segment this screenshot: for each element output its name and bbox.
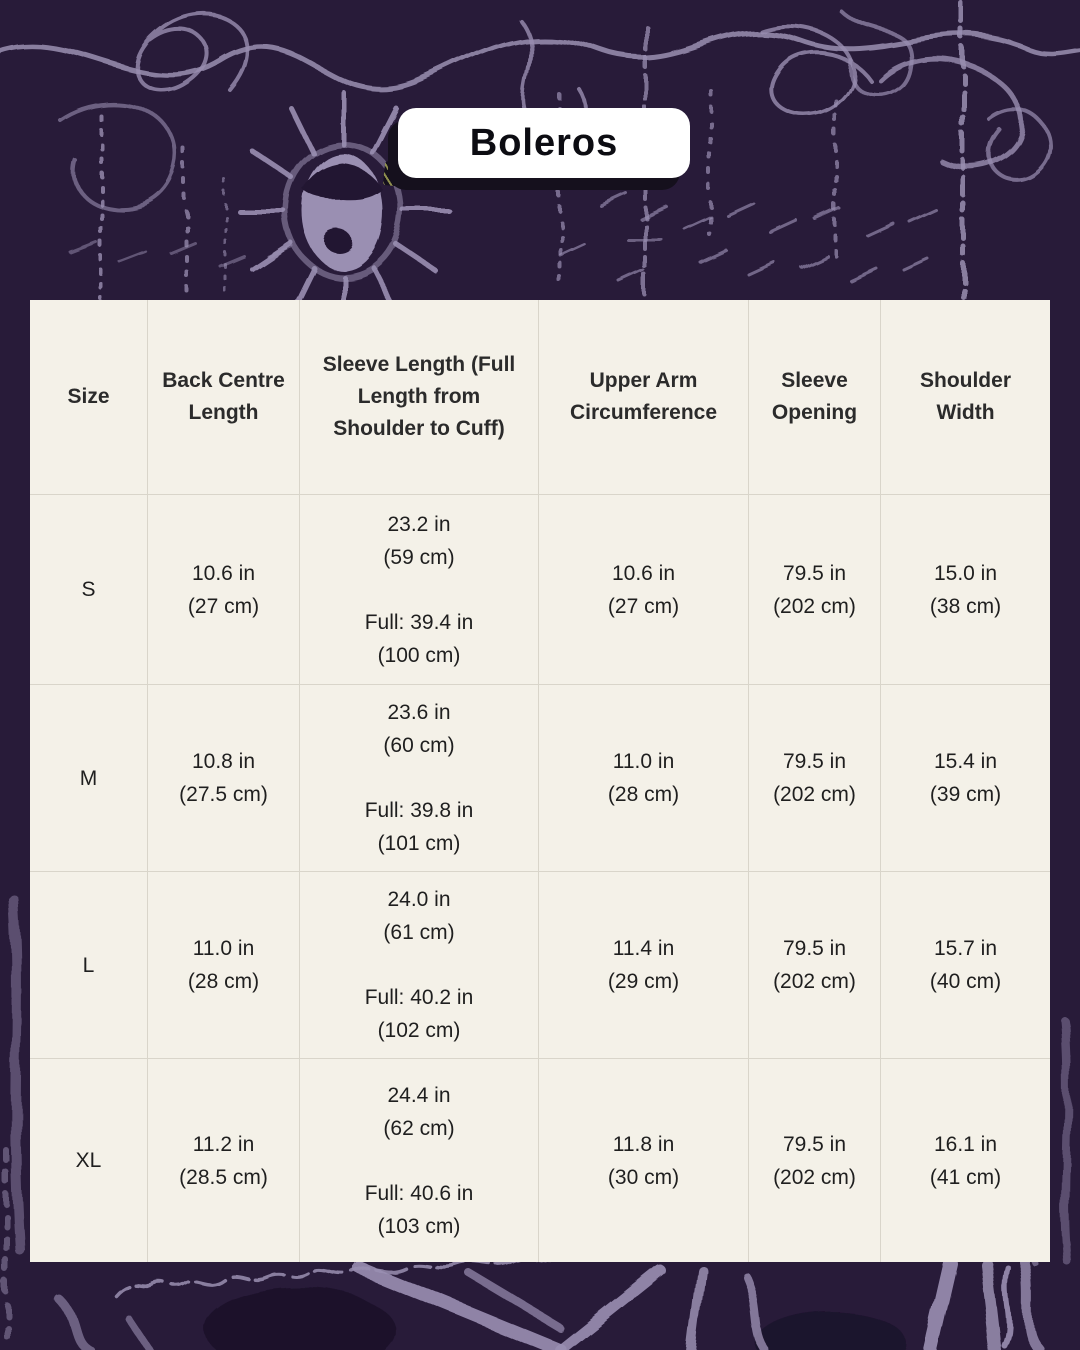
cell-l-back-centre xyxy=(148,872,299,1058)
value-in: 24.0 in xyxy=(387,888,451,911)
value-cm: (27 cm) xyxy=(187,594,260,618)
size-label-s: S xyxy=(30,495,147,684)
value-full-in: Full: 39.8 in xyxy=(364,799,474,822)
cell-m-shoulder-width xyxy=(881,685,1050,871)
value-cm: (202 cm) xyxy=(773,970,856,993)
col-header-sleeve-length: Sleeve Length (Full Length from Shoulder to Cuff) xyxy=(300,300,538,494)
value-in: 79.5 in xyxy=(782,561,847,585)
cell-l-upper-arm xyxy=(539,872,748,1058)
value-cm: (29 cm) xyxy=(607,970,680,993)
value-cm: (40 cm) xyxy=(929,970,1002,993)
value-cm: (28 cm) xyxy=(187,970,260,993)
size-label-xl: XL xyxy=(30,1059,147,1262)
sleeve-block xyxy=(383,696,454,762)
value-in: 16.1 in xyxy=(933,1132,998,1156)
cell-m-back-centre xyxy=(148,685,299,871)
cell-l-shoulder-width xyxy=(881,872,1050,1058)
cell-l-sleeve-length xyxy=(300,872,538,1058)
col-header-back-centre-length: Back Centre Length xyxy=(148,300,299,494)
size-label-l: L xyxy=(30,872,147,1058)
sleeve-full-block xyxy=(365,794,474,860)
value-in: 15.0 in xyxy=(933,561,998,585)
value-full-in: Full: 40.2 in xyxy=(364,986,474,1009)
value-in: 15.7 in xyxy=(933,937,998,960)
value-in: 24.4 in xyxy=(387,1083,451,1107)
title-pill xyxy=(398,108,690,178)
sleeve-full-block xyxy=(365,606,474,672)
value-cm: (202 cm) xyxy=(773,1165,856,1189)
value-full-cm: (101 cm) xyxy=(377,832,461,855)
cell-s-sleeve-length xyxy=(300,495,538,684)
value-full-cm: (103 cm) xyxy=(377,1214,461,1238)
value-in: 23.2 in xyxy=(387,512,451,536)
value-in: 10.6 in xyxy=(611,561,676,585)
value-cm: (28 cm) xyxy=(607,783,680,806)
size-label-m: M xyxy=(30,685,147,871)
cell-l-sleeve-opening xyxy=(749,872,880,1058)
value-in: 23.6 in xyxy=(387,701,451,724)
value-cm: (39 cm) xyxy=(929,783,1002,806)
value-in: 11.0 in xyxy=(192,937,255,960)
cell-xl-sleeve-opening xyxy=(749,1059,880,1262)
value-cm: (38 cm) xyxy=(929,594,1002,618)
cell-xl-upper-arm xyxy=(539,1059,748,1262)
value-cm: (202 cm) xyxy=(773,594,856,618)
value-in: 11.4 in xyxy=(612,937,675,960)
cell-s-upper-arm xyxy=(539,495,748,684)
sleeve-block xyxy=(383,1079,454,1145)
value-in: 10.8 in xyxy=(191,750,256,773)
value-in: 10.6 in xyxy=(191,561,256,585)
sleeve-block xyxy=(383,508,454,574)
cell-m-upper-arm xyxy=(539,685,748,871)
value-in: 15.4 in xyxy=(933,750,998,773)
value-in: 11.2 in xyxy=(192,1132,255,1156)
cell-m-sleeve-length xyxy=(300,685,538,871)
value-cm: (62 cm) xyxy=(383,1116,455,1140)
cell-s-shoulder-width xyxy=(881,495,1050,684)
value-full-in: Full: 40.6 in xyxy=(364,1181,474,1205)
cell-xl-back-centre xyxy=(148,1059,299,1262)
page-title: Boleros xyxy=(469,121,619,164)
value-cm: (41 cm) xyxy=(929,1165,1002,1189)
value-cm: (59 cm) xyxy=(383,545,455,569)
value-full-cm: (102 cm) xyxy=(377,1019,461,1042)
size-chart-table xyxy=(30,300,1050,1262)
value-cm: (202 cm) xyxy=(773,783,856,806)
col-header-sleeve-opening: Sleeve Opening xyxy=(749,300,880,494)
value-cm: (30 cm) xyxy=(607,1165,680,1189)
sleeve-block xyxy=(383,883,454,949)
value-in: 11.0 in xyxy=(612,750,675,773)
value-in: 79.5 in xyxy=(782,750,847,773)
col-header-upper-arm-circumference: Upper Arm Circumference xyxy=(539,300,748,494)
cell-xl-shoulder-width xyxy=(881,1059,1050,1262)
cell-s-back-centre xyxy=(148,495,299,684)
value-cm: (61 cm) xyxy=(383,921,455,944)
col-header-size: Size xyxy=(30,300,147,494)
cell-m-sleeve-opening xyxy=(749,685,880,871)
value-cm: (28.5 cm) xyxy=(179,1165,268,1189)
value-cm: (27 cm) xyxy=(607,594,680,618)
value-in: 79.5 in xyxy=(782,937,847,960)
value-cm: (60 cm) xyxy=(383,734,455,757)
cell-s-sleeve-opening xyxy=(749,495,880,684)
value-full-cm: (100 cm) xyxy=(377,643,461,667)
col-header-shoulder-width: Shoulder Width xyxy=(881,300,1050,494)
value-full-in: Full: 39.4 in xyxy=(364,610,474,634)
sleeve-full-block xyxy=(365,981,474,1047)
value-cm: (27.5 cm) xyxy=(179,783,268,806)
cell-xl-sleeve-length xyxy=(300,1059,538,1262)
value-in: 11.8 in xyxy=(612,1132,675,1156)
value-in: 79.5 in xyxy=(782,1132,847,1156)
sleeve-full-block xyxy=(365,1177,474,1243)
